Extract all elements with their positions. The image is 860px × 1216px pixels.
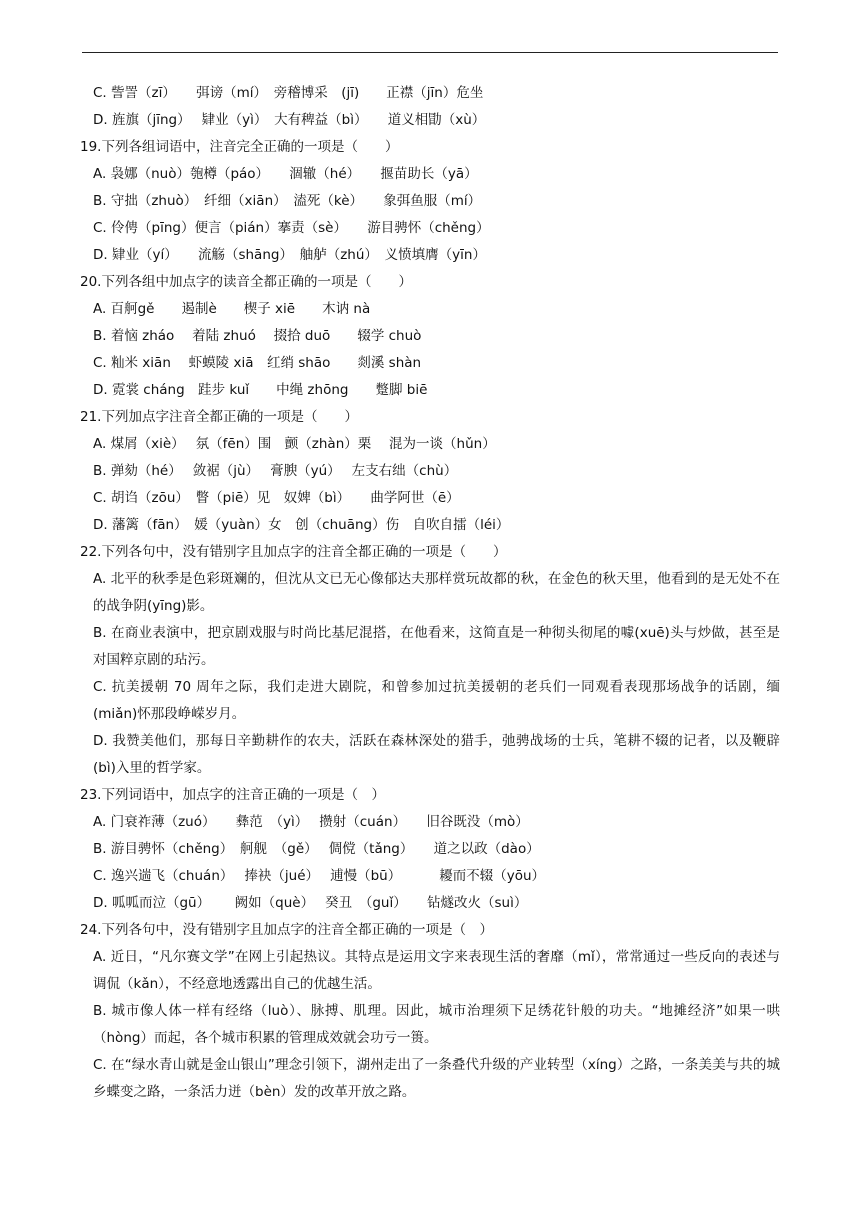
q23-option-a: A. 门衰祚薄（zuó） 彝范 （yì） 攒射（cuán） 旧谷既没（mò） [93, 814, 529, 830]
questions-body [80, 80, 780, 1106]
q19-option-c: C. 伶俜（pīng）便言（pián）搴责（sè） 游目骋怀（chěng） [93, 220, 490, 236]
q20-option-c: C. 籼米 xiān 虾蟆陵 xiā 红绡 shāo 剡溪 shàn [93, 355, 422, 371]
q19-option-a: A. 袅娜（nuò）匏樽（páo） 涸辙（hé） 揠苗助长（yā） [93, 166, 478, 182]
q23-stem: 23.下列词语中，加点字的注音正确的一项是（ ） [80, 787, 385, 803]
q23-option-d: D. 呱呱而泣（gū） 阙如（què） 癸丑 （guǐ） 钻燧改火（suì） [93, 895, 528, 911]
q19-option-b: B. 守拙（zhuò） 纤细（xiān） 溘死（kè） 象弭鱼服（mí） [93, 193, 482, 209]
q24-option-c: C. 在“绿水青山就是金山银山”理念引领下，湖州走出了一条叠代升级的产业转型（xíng）之路，一条美美与共的城乡蝶变之路，一条活力迸（bèn）发的改革开放之路。 [93, 1057, 780, 1100]
q18-option-c: C. 訾詈（zī） 弭谤（mí） 旁稽博采 (jī) 正襟（jīn）危坐 [93, 85, 484, 101]
q21-option-b: B. 弹劾（hé） 敛裾（jù） 膏腴（yú） 左支右绌（chù） [93, 463, 458, 479]
header-divider [82, 52, 778, 53]
q24-stem: 24.下列各句中，没有错别字且加点字的注音全都正确的一项是（ ） [80, 922, 493, 938]
q20-stem: 20.下列各组中加点字的读音全都正确的一项是（ ） [80, 274, 412, 290]
q24-option-a: A. 近日，“凡尔赛文学”在网上引起热议。其特点是运用文字来表现生活的奢靡（mǐ），常常通过一些反向的表述与调侃（kǎn），不经意地透露出自己的优越生活。 [93, 949, 780, 992]
q22-option-d: D. 我赞美他们，那每日辛勤耕作的农夫，活跃在森林深处的猎手，弛骋战场的士兵，笔耕不辍的记者，以及鞭辟(bì)入里的哲学家。 [93, 733, 780, 776]
q19-option-d: D. 肄业（yí） 流觞（shāng） 舳舻（zhú） 义愤填膺（yīn） [93, 247, 486, 263]
q18-option-d: D. 旌旗（jīng） 肄业（yì） 大有稗益（bì） 道义相勖（xù） [93, 112, 486, 128]
q23-option-c: C. 逸兴遄飞（chuán） 捧袂（jué） 逋慢（bū） 耰而不辍（yōu） [93, 868, 546, 884]
q21-option-c: C. 胡诌（zōu） 瞥（piē）见 奴婢（bì） 曲学阿世（ē） [93, 490, 460, 506]
q22-stem: 22.下列各句中，没有错别字且加点字的注音全都正确的一项是（ ） [80, 544, 507, 560]
q22-option-b: B. 在商业表演中，把京剧戏服与时尚比基尼混搭，在他看来，这简直是一种彻头彻尾的噱(xuē)头与炒做，甚至是对国粹京剧的玷污。 [93, 625, 780, 668]
q23-option-b: B. 游目骋怀（chěng） 舸舰 （gě） 倜傥（tǎng） 道之以政（dào） [93, 841, 540, 857]
q22-option-c: C. 抗美援朝 70 周年之际，我们走进大剧院，和曾参加过抗美援朝的老兵们一同观看表现那场战争的话剧，缅(miǎn)怀那段峥嵘岁月。 [93, 679, 780, 722]
q20-option-a: A. 百舸gě 遏制è 楔子 xiē 木讷 nà [93, 301, 371, 317]
q19-stem: 19.下列各组词语中，注音完全正确的一项是（ ） [80, 139, 399, 155]
q24-option-b: B. 城市像人体一样有经络（luò）、脉搏、肌理。因此，城市治理须下足绣花针般的功夫。“地摊经济”如果一哄（hòng）而起，各个城市积累的管理成效就会功亏一篑。 [93, 1003, 780, 1046]
q21-stem: 21.下列加点字注音全都正确的一项是（ ） [80, 409, 358, 425]
q22-option-a: A. 北平的秋季是色彩斑斓的，但沈从文已无心像郁达夫那样赏玩故都的秋，在金色的秋天里，他看到的是无处不在的战争阴(yīng)影。 [93, 571, 780, 614]
q20-option-d: D. 霓裳 cháng 跬步 kuǐ 中绳 zhōng 蹩脚 biē [93, 382, 428, 398]
q21-option-a: A. 煤屑（xiè） 氛（fēn）围 颤（zhàn）栗 混为一谈（hǔn） [93, 436, 496, 452]
q20-option-b: B. 着恼 zháo 着陆 zhuó 掇拾 duō 辍学 chuò [93, 328, 422, 344]
q21-option-d: D. 藩篱（fān） 媛（yuàn）女 创（chuāng）伤 自吹自擂（léi） [93, 517, 510, 533]
